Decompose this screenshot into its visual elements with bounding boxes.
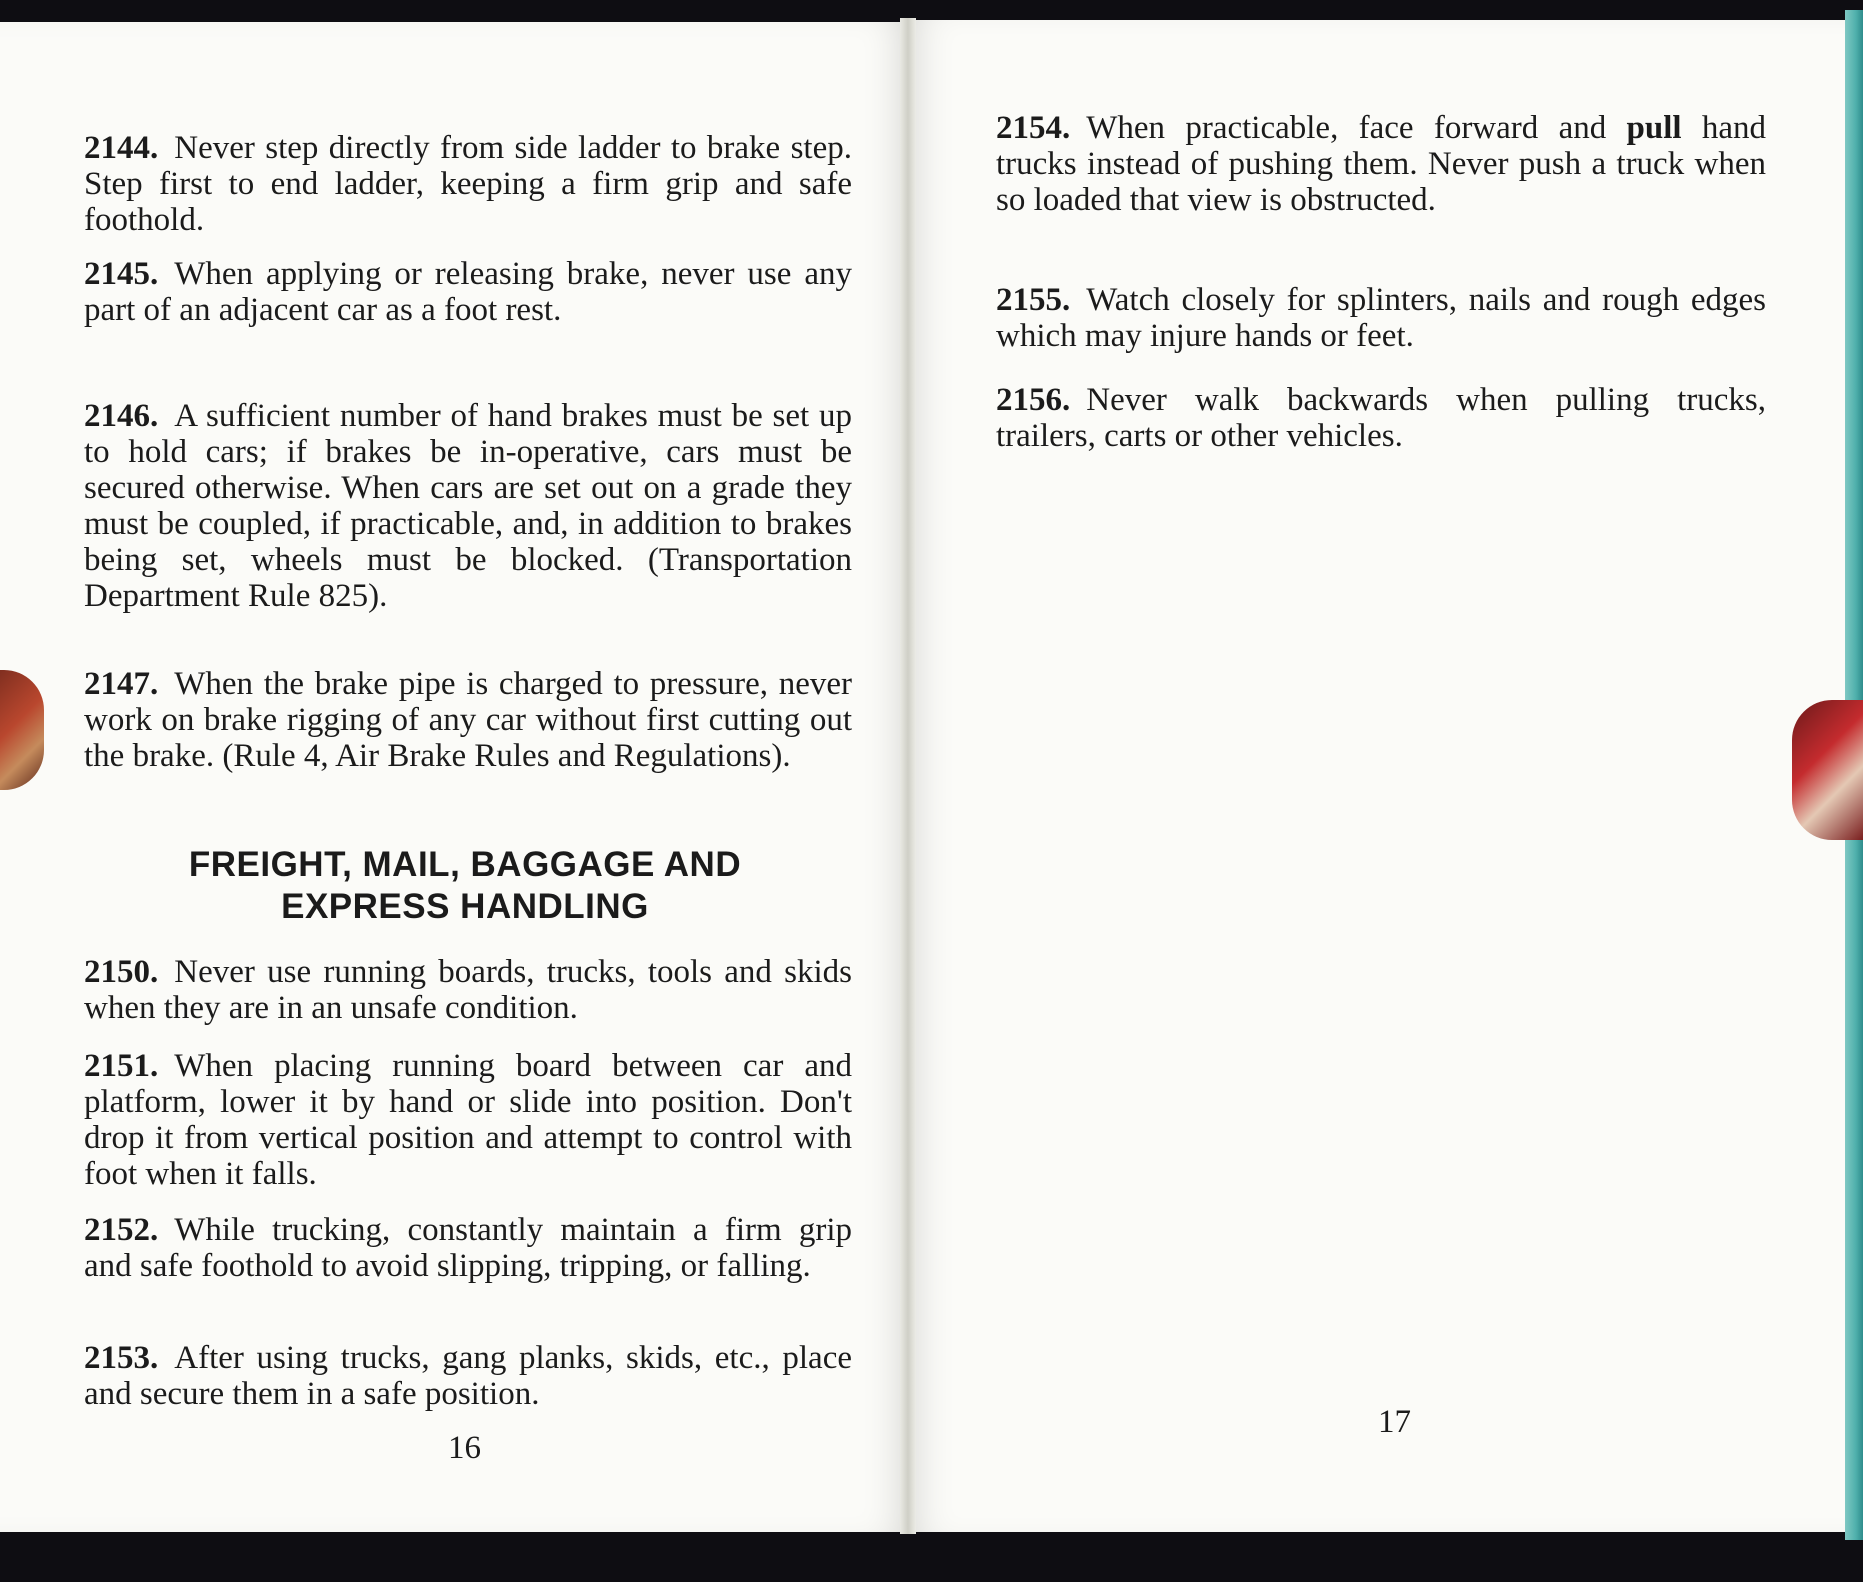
rule-text: A sufficient number of hand brakes must be set up to hold cars; if brakes be in-operative, cars must be secured otherwise. When cars are set out on a grade they must be coupled, if practicable, and, in addition to brakes being set, wheels must be blocked. (Transportation Department Rule 825). — [84, 398, 852, 614]
rule-number: 2147. — [84, 666, 159, 702]
rule-text: When applying or releasing brake, never use any part of an adjacent car as a foot rest. — [84, 256, 852, 328]
rule-2154 — [996, 110, 1766, 218]
rule-2156 — [996, 382, 1766, 454]
rule-number: 2150. — [84, 954, 159, 990]
binder-clip-left — [0, 670, 44, 790]
book-gutter — [900, 18, 916, 1534]
rule-2146 — [84, 398, 852, 614]
rule-text: Never walk backwards when pulling trucks, trailers, carts or other vehicles. — [996, 382, 1766, 454]
heading-line-1: FREIGHT, MAIL, BAGGAGE AND — [188, 845, 742, 884]
rule-2147 — [84, 666, 852, 774]
rule-text: When placing running board between car and platform, lower it by hand or slide into position. Don't drop it from vertical position and attempt to control with foot when it falls. — [84, 1048, 852, 1192]
rule-number: 2156. — [996, 382, 1071, 418]
rule-text: After using trucks, gang planks, skids, etc., place and secure them in a safe position. — [84, 1340, 852, 1412]
binder-clip-right — [1792, 700, 1863, 840]
rule-2153 — [84, 1340, 852, 1412]
page-number-left: 16 — [448, 1430, 481, 1466]
rule-text: While trucking, constantly maintain a firm grip and safe foothold to avoid slipping, tripping, or falling. — [84, 1212, 852, 1284]
rule-emphasis: pull — [1626, 110, 1682, 146]
rule-2144 — [84, 130, 852, 238]
rule-text: Never step directly from side ladder to brake step. Step first to end ladder, keeping a firm grip and safe foothold. — [84, 130, 852, 238]
page-right — [910, 20, 1845, 1532]
section-heading — [110, 844, 820, 928]
rule-number: 2144. — [84, 130, 159, 166]
rule-text: hand trucks instead of pushing them. Never push a truck when so loaded that view is obstructed. — [996, 110, 1767, 218]
rule-2152 — [84, 1212, 852, 1284]
page-number-right: 17 — [1378, 1404, 1411, 1440]
rule-text: When practicable, face forward and — [1086, 110, 1627, 146]
rule-number: 2153. — [84, 1340, 159, 1376]
rule-number: 2155. — [996, 282, 1071, 318]
rule-2155 — [996, 282, 1766, 354]
rule-number: 2151. — [84, 1048, 159, 1084]
heading-line-2: EXPRESS HANDLING — [281, 887, 649, 926]
rule-number: 2146. — [84, 398, 159, 434]
rule-number: 2152. — [84, 1212, 159, 1248]
rule-text: Never use running boards, trucks, tools and skids when they are in an unsafe condition. — [84, 954, 852, 1026]
rule-number: 2145. — [84, 256, 159, 292]
rule-number: 2154. — [996, 110, 1071, 146]
rule-text: When the brake pipe is charged to pressure, never work on brake rigging of any car without first cutting out the brake. (Rule 4, Air Brake Rules and Regulations). — [84, 666, 852, 774]
rule-text: Watch closely for splinters, nails and rough edges which may injure hands or feet. — [996, 282, 1766, 354]
page-left — [0, 22, 908, 1532]
rule-2151 — [84, 1048, 852, 1192]
rule-2150 — [84, 954, 852, 1026]
rule-2145 — [84, 256, 852, 328]
